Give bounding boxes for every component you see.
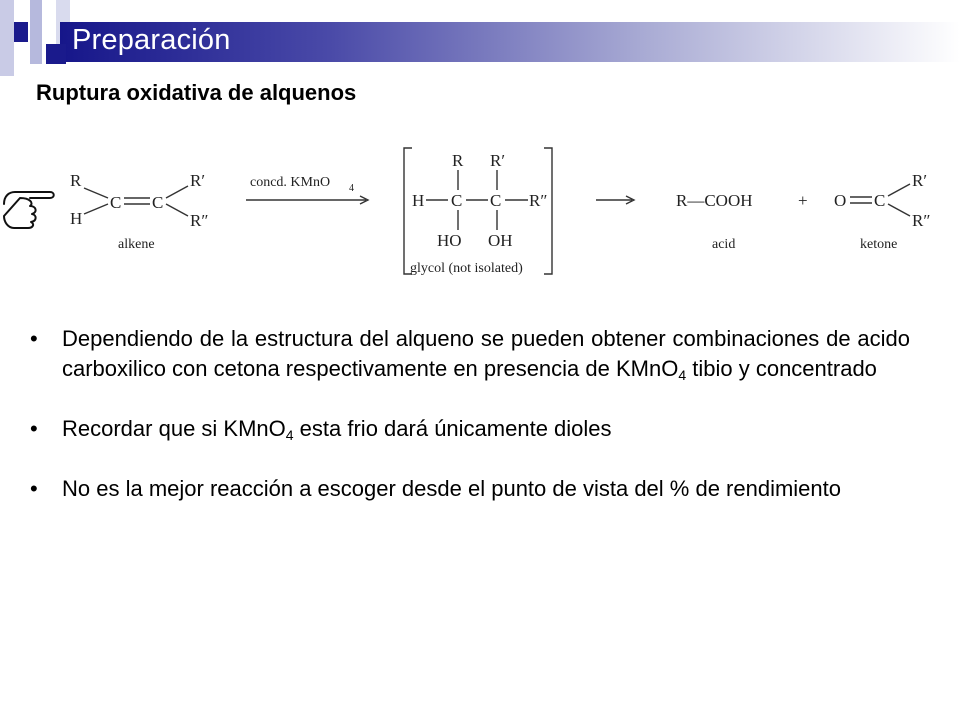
acid-structure	[676, 191, 753, 252]
glycol-r-prime: R′	[490, 151, 506, 170]
bullet-marker: •	[30, 326, 38, 351]
bullet-subscript: 4	[678, 367, 687, 383]
decor-square	[0, 0, 14, 76]
slide-subtitle: Ruptura oxidativa de alquenos	[36, 80, 357, 105]
decor-square	[14, 22, 28, 42]
decor-square	[30, 0, 42, 64]
glycol-c2: C	[490, 191, 502, 210]
ketone-c: C	[874, 191, 886, 210]
bullet-marker: •	[30, 476, 38, 501]
alkene-c1: C	[110, 193, 122, 212]
acid-label: acid	[712, 237, 736, 252]
plus-sign: +	[798, 191, 808, 210]
reaction-scheme	[0, 130, 960, 290]
reagent-label: concd. KMnO	[250, 175, 331, 190]
glycol-h: H	[412, 191, 425, 210]
bullet-text-cont: esta frio dará únicamente dioles	[293, 416, 612, 441]
ketone-label: ketone	[860, 237, 898, 252]
acid-formula: R—COOH	[676, 191, 753, 210]
bullet-text: Recordar que si KMnO	[62, 416, 286, 441]
product-arrow	[596, 196, 634, 204]
bullet-text: Dependiendo de la estructura del alqueno se pueden obtener combinaciones de acido carboxilico con cetona respectivamente en presencia de KMnO	[62, 326, 910, 381]
glycol-r: R	[452, 151, 464, 170]
reagent-subscript: 4	[349, 183, 354, 194]
pointing-hand-icon	[4, 192, 54, 228]
glycol-ho: HO	[437, 231, 462, 250]
alkene-label: alkene	[118, 237, 155, 252]
glycol-oh: OH	[488, 231, 513, 250]
ketone-r-double-prime: R″	[912, 211, 931, 230]
bullet-text-cont: tibio y concentrado	[686, 356, 877, 381]
reagent-arrow	[246, 175, 368, 204]
bullet-text: No es la mejor reacción a escoger desde el punto de vista del % de rendimiento	[62, 476, 842, 501]
alkene-structure	[70, 171, 208, 252]
alkene-r-prime: R′	[190, 171, 206, 190]
bullet-list	[30, 324, 910, 504]
glycol-r-double-prime: R″	[529, 191, 548, 210]
bullet-item	[30, 414, 910, 444]
page-title: Preparación	[72, 24, 231, 56]
ketone-r-prime: R′	[912, 171, 928, 190]
ketone-o: O	[834, 191, 847, 210]
alkene-r: R	[70, 171, 82, 190]
bullet-subscript: 4	[285, 427, 294, 443]
bullet-marker: •	[30, 416, 38, 441]
glycol-label: glycol (not isolated)	[410, 261, 523, 276]
alkene-r-double-prime: R″	[190, 211, 209, 230]
glycol-structure	[404, 148, 552, 276]
ketone-structure	[834, 171, 930, 252]
alkene-c2: C	[152, 193, 164, 212]
bullet-item	[30, 474, 910, 504]
glycol-c1: C	[451, 191, 463, 210]
decor-square	[46, 44, 66, 64]
bullet-item	[30, 324, 910, 384]
alkene-h: H	[70, 209, 83, 228]
